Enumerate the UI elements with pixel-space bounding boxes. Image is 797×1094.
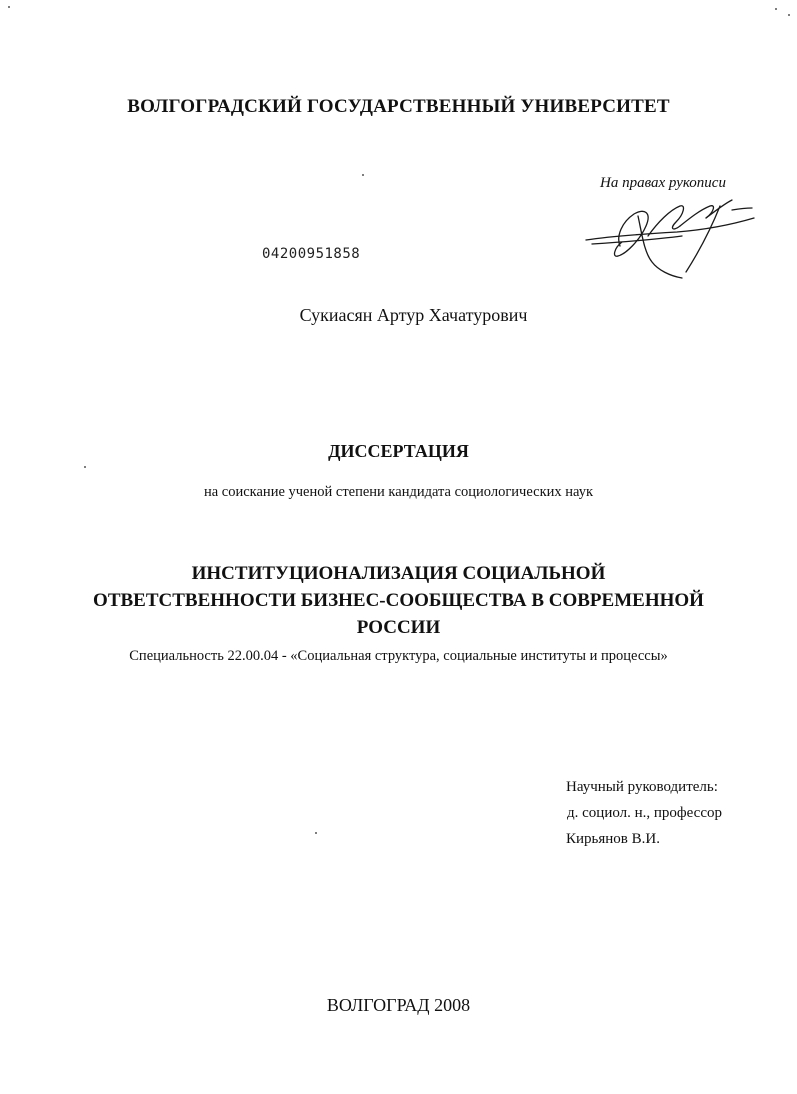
dissertation-title	[0, 560, 797, 641]
scan-speck	[775, 8, 777, 10]
title-line: ОТВЕТСТВЕННОСТИ БИЗНЕС-СООБЩЕСТВА В СОВРЕМЕННОЙ	[93, 590, 704, 611]
advisor-label: Научный руководитель:	[566, 779, 718, 795]
document-type: ДИССЕРТАЦИЯ	[328, 441, 469, 461]
handwritten-signature	[582, 196, 757, 281]
city-year: ВОЛГОГРАД 2008	[326, 995, 471, 1015]
scan-speck	[315, 832, 317, 834]
advisor-name: Кирьянов В.И.	[566, 831, 660, 847]
advisor-credentials: д. социол. н., профессор	[567, 805, 723, 821]
manuscript-note: На правах рукописи	[600, 175, 726, 191]
scan-speck	[788, 14, 790, 16]
specialty-line: Специальность 22.00.04 - «Социальная структура, социальные институты и процессы»	[129, 648, 668, 664]
scan-speck	[8, 6, 10, 8]
scan-speck	[362, 174, 364, 176]
degree-line: на соискание ученой степени кандидата социологических наук	[203, 484, 594, 500]
scan-speck	[84, 466, 86, 468]
catalog-number: 04200951858	[262, 246, 361, 262]
author-name: Сукиасян Артур Хачатурович	[299, 305, 528, 325]
university-name: ВОЛГОГРАДСКИЙ ГОСУДАРСТВЕННЫЙ УНИВЕРСИТЕТ	[127, 96, 670, 117]
title-line: ИНСТИТУЦИОНАЛИЗАЦИЯ СОЦИАЛЬНОЙ	[191, 563, 606, 584]
advisor-block	[566, 774, 722, 852]
title-line: РОССИИ	[356, 617, 441, 638]
